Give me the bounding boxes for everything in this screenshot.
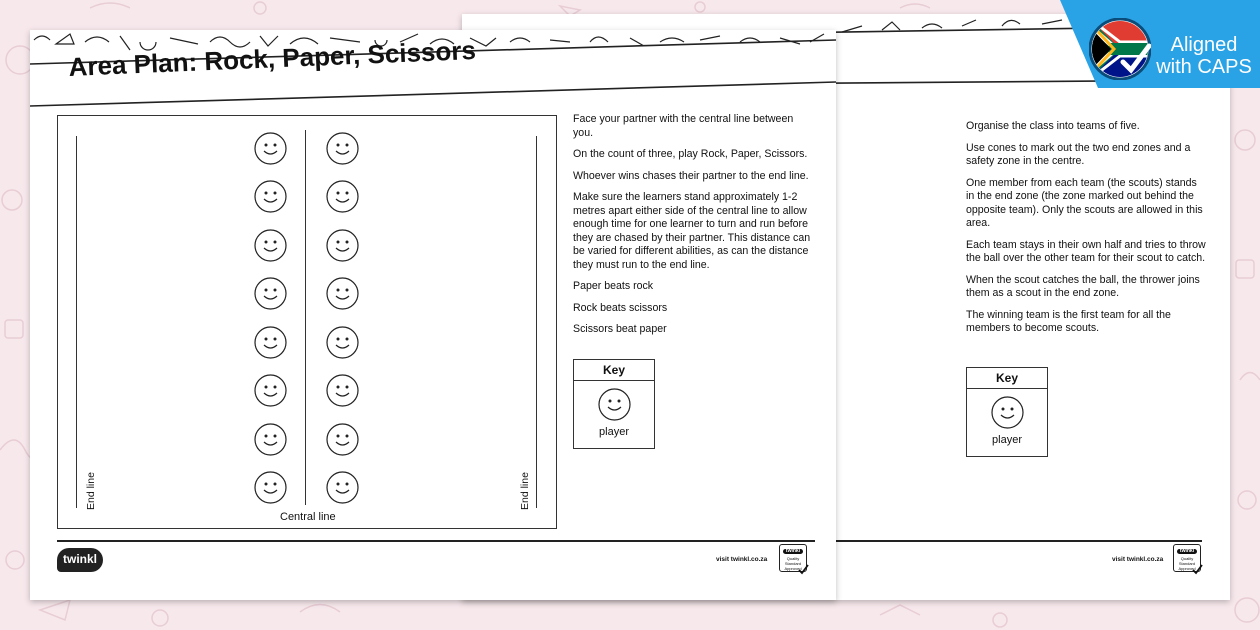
front-footer-rule [57,540,815,542]
key-title: Key [967,368,1047,389]
badge-line: Quality Standard [1178,556,1196,566]
instruction-paragraph: Make sure the learners stand approximately 1-2 metres apart either side of the central line to allow enough time for one learner to turn and run before they are chased by their partner. This distance can be varied for different abilities, as can the distance they must run to the end line. [573,191,811,271]
player-smiley-icon [326,423,359,456]
player-smiley-icon [254,374,287,407]
check-icon [798,564,809,575]
badge-line: Approved [1178,566,1196,571]
instruction-paragraph: Each team stays in their own half and tries to throw the ball over the other team for their scout to catch. [966,238,1206,264]
badge-line: Quality Standard [784,556,802,566]
player-smiley-icon [254,423,287,456]
right-end-line-label: End line [519,472,531,510]
south-africa-flag-icon [1089,18,1151,80]
key-label: player [992,434,1022,446]
area-plan-diagram [57,115,557,529]
badge-line: Approved [784,566,802,571]
player-smiley-icon [326,471,359,504]
player-smiley-icon [254,277,287,310]
instruction-paragraph: Face your partner with the central line between you. [573,113,794,139]
player-smiley-icon [326,326,359,359]
check-icon [1192,564,1203,575]
key-label: player [599,426,629,438]
page-title: Area Plan: Rock, Paper, Scissors [68,34,477,82]
player-smiley-icon [326,229,359,262]
player-smiley-icon [254,326,287,359]
right-end-line [536,136,537,508]
player-smiley-icon [254,229,287,262]
back-quality-badge [1173,544,1201,572]
player-smiley-icon [254,471,287,504]
back-instructions [966,120,1206,344]
caps-line-2: with CAPS [1156,56,1252,78]
front-key-box [573,359,655,449]
caps-line-1: Aligned [1170,34,1238,56]
left-end-line [76,136,77,508]
player-smiley-icon [598,388,631,421]
back-key-box [966,367,1048,457]
twinkl-logo[interactable]: twinkl [57,548,103,572]
back-visit-link[interactable]: visit twinkl.co.za [1112,556,1164,563]
player-smiley-icon [326,277,359,310]
instruction-paragraph: One member from each team (the scouts) stands in the end zone (the zone marked out behind the opposite team). Only the scouts are allowed in this area. [966,176,1203,229]
central-line [305,130,306,505]
key-title: Key [574,360,654,381]
caps-banner-text [1156,34,1252,78]
front-worksheet-page [30,30,836,600]
instruction-paragraph: Paper beats rock [573,280,654,292]
instruction-paragraph: When the scout catches the ball, the thrower joins them as a scout in the end zone. [966,273,1200,299]
player-smiley-icon [326,132,359,165]
instruction-paragraph: Use cones to mark out the two end zones and a safety zone in the centre. [966,141,1191,167]
badge-brand: twinkl [1177,549,1197,554]
instruction-paragraph: Rock beats scissors [573,301,668,314]
front-instructions [573,113,813,345]
instruction-paragraph: Organise the class into teams of five. [966,120,1140,132]
instruction-paragraph: The winning team is the first team for all the members to become scouts. [966,308,1171,334]
player-smiley-icon [326,180,359,213]
badge-brand: twinkl [783,549,803,554]
player-smiley-icon [326,374,359,407]
instruction-paragraph: Scissors beat paper [573,323,667,335]
instruction-paragraph: Whoever wins chases their partner to the end line. [573,169,809,182]
player-smiley-icon [254,132,287,165]
front-visit-link[interactable]: visit twinkl.co.za [716,556,768,563]
left-end-line-label: End line [85,472,97,510]
instruction-paragraph: On the count of three, play Rock, Paper, Scissors. [573,148,808,160]
player-smiley-icon [991,396,1024,429]
central-line-label: Central line [280,511,336,523]
player-smiley-icon [254,180,287,213]
front-quality-badge [779,544,807,572]
